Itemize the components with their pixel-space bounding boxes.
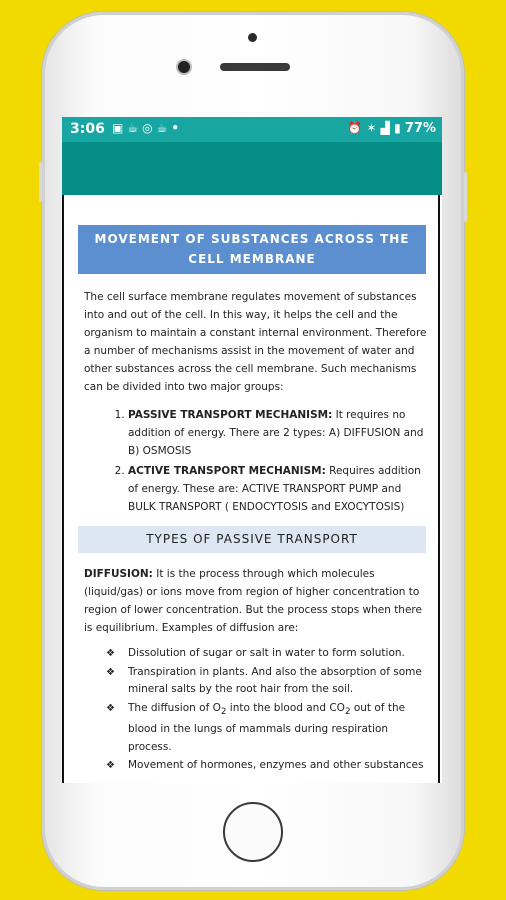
group-term: PASSIVE TRANSPORT MECHANISM: [128,409,333,421]
transport-groups-list [84,406,428,516]
front-camera [178,61,190,73]
list-item [128,757,428,775]
group-text: It requires no addition of energy. There are 2 types: A) DIFFUSION and B) OSMOSIS [128,409,424,457]
podcast-icon: ◎ [142,121,157,135]
alarm-icon: ⏰ [347,121,363,135]
diffusion-examples-list [84,645,428,775]
signal-icon: ▟ [380,121,390,135]
diffusion-term: DIFFUSION: [84,568,153,580]
list-item [128,664,428,699]
bluetooth-icon: ✶ [366,121,377,135]
status-time: 3:06 [70,121,105,137]
coffee-icon: ☕ [156,121,172,135]
status-bar [62,117,442,142]
subsection-heading: TYPES OF PASSIVE TRANSPORT [78,526,426,553]
diffusion-text: It is the process through which molecules (liquid/gas) or ions move from region of higher concentration to region of lower concentration. But the process stops when there is equilibrium. Examples of diffusion are: [84,568,422,634]
intro-paragraph: The cell surface membrane regulates movement of substances into and out of the cell. In this way, it helps the cell and the organism to maintain a constant internal environment. Therefore a number of mechanisms assist in the movement of water and other substances across the cell membrane. Such mechanisms can be divided into two major groups: [84,291,427,393]
power-button [464,172,467,222]
document-page[interactable] [62,195,440,783]
group-text: Requires addition of energy. These are: ACTIVE TRANSPORT PUMP and BULK TRANSPORT ( ENDOCYTOSIS and EXOCYTOSIS) [128,465,421,513]
example-text: Dissolution of sugar or salt in water to form solution. [128,647,405,659]
notification-icons [112,121,183,135]
example-text: Transpiration in plants. And also the absorption of some mineral salts by the root hair from the soil. [128,665,422,695]
example-text: Movement of hormones, enzymes and other substances [128,759,424,772]
list-item [128,406,428,460]
example-text: into the blood and CO [226,701,345,714]
subscript: 2 [220,706,227,717]
subscript: 2 [344,706,351,717]
phone-screen [62,117,442,783]
list-item [128,462,428,516]
section-heading: MOVEMENT OF SUBSTANCES ACROSS THE CELL MEMBRANE [78,225,426,274]
group-term: ACTIVE TRANSPORT MECHANISM: [128,465,326,477]
example-text: out of the blood in the lungs of mammals during respiration process. [128,701,406,753]
battery-icon: ▮ [394,121,401,135]
battery-level: 77% [404,121,436,136]
example-text: The diffusion of O [128,701,221,714]
coffee-icon: ☕ [127,121,143,135]
diffusion-paragraph [84,565,428,637]
document-icon: ▣ [112,121,128,135]
volume-button [39,162,42,202]
dot-icon: • [171,121,184,135]
list-item [128,645,428,663]
earpiece-speaker [220,63,290,71]
proximity-sensor [248,33,257,42]
system-icons [347,121,436,136]
home-button[interactable] [223,802,283,862]
app-bar [62,142,442,195]
list-item [128,700,428,757]
